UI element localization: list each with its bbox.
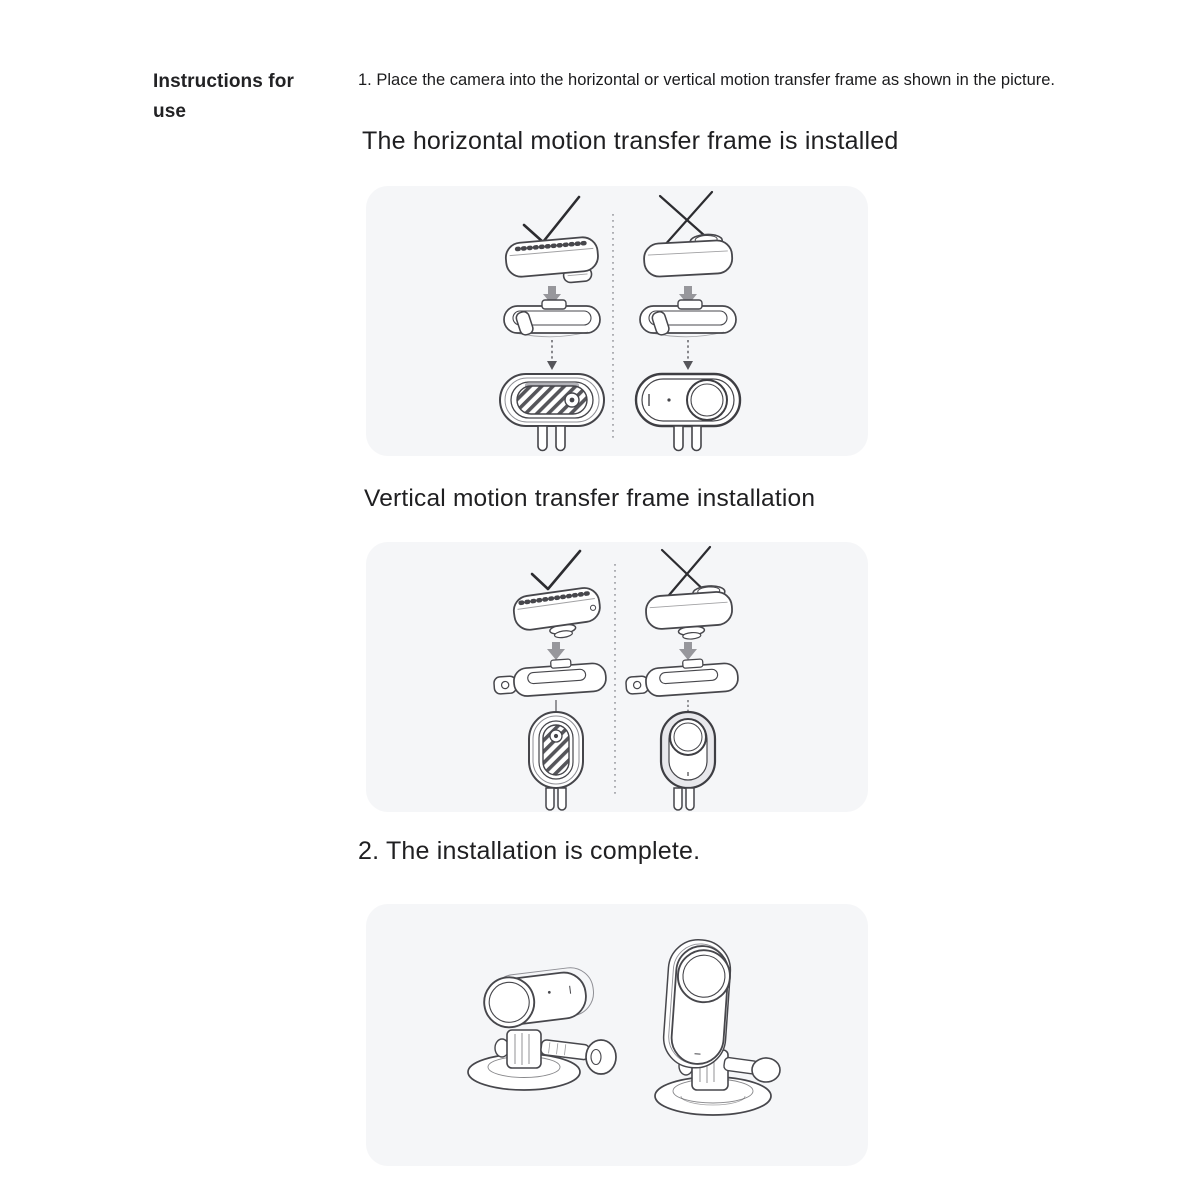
assembled-vertical-mount <box>655 938 780 1115</box>
installed-wrong-vertical-view <box>661 712 715 810</box>
heading-horizontal-frame: The horizontal motion transfer frame is installed <box>362 127 899 155</box>
camera-lens-down-illustration <box>505 236 600 288</box>
horizontal-frame-illustration <box>640 300 736 337</box>
installed-correct-horizontal-view <box>500 374 604 451</box>
installed-correct-vertical-view <box>529 712 583 810</box>
panel-vertical-install <box>366 542 868 812</box>
down-arrow-icon <box>679 642 697 660</box>
installed-wrong-horizontal-view <box>636 374 740 451</box>
panel-installation-complete <box>366 904 868 1166</box>
panel-horizontal-install <box>366 186 868 456</box>
checkmark-icon <box>524 197 579 242</box>
step-1-text: 1. Place the camera into the horizontal or vertical motion transfer frame as shown in the picture. <box>358 71 1056 89</box>
instructions-label: Instructions for use <box>153 71 294 122</box>
horizontal-frame-illustration <box>504 300 600 337</box>
down-arrow-icon <box>547 642 565 660</box>
checkmark-icon <box>532 551 580 589</box>
vertical-install-diagram <box>366 542 868 812</box>
dashed-down-arrow-icon <box>547 340 557 370</box>
camera-tilted-wrong-illustration <box>645 584 734 642</box>
vertical-frame-illustration <box>625 657 739 699</box>
step-2-text: 2. The installation is complete. <box>358 837 701 865</box>
camera-lens-up-illustration <box>643 233 733 277</box>
installation-complete-diagram <box>366 904 868 1166</box>
camera-tilted-correct-illustration <box>512 586 604 644</box>
heading-vertical-frame: Vertical motion transfer frame installation <box>364 485 816 512</box>
horizontal-install-diagram <box>366 186 868 456</box>
vertical-frame-illustration <box>493 657 607 699</box>
dashed-down-arrow-icon <box>683 340 693 370</box>
assembled-horizontal-mount <box>468 965 616 1090</box>
